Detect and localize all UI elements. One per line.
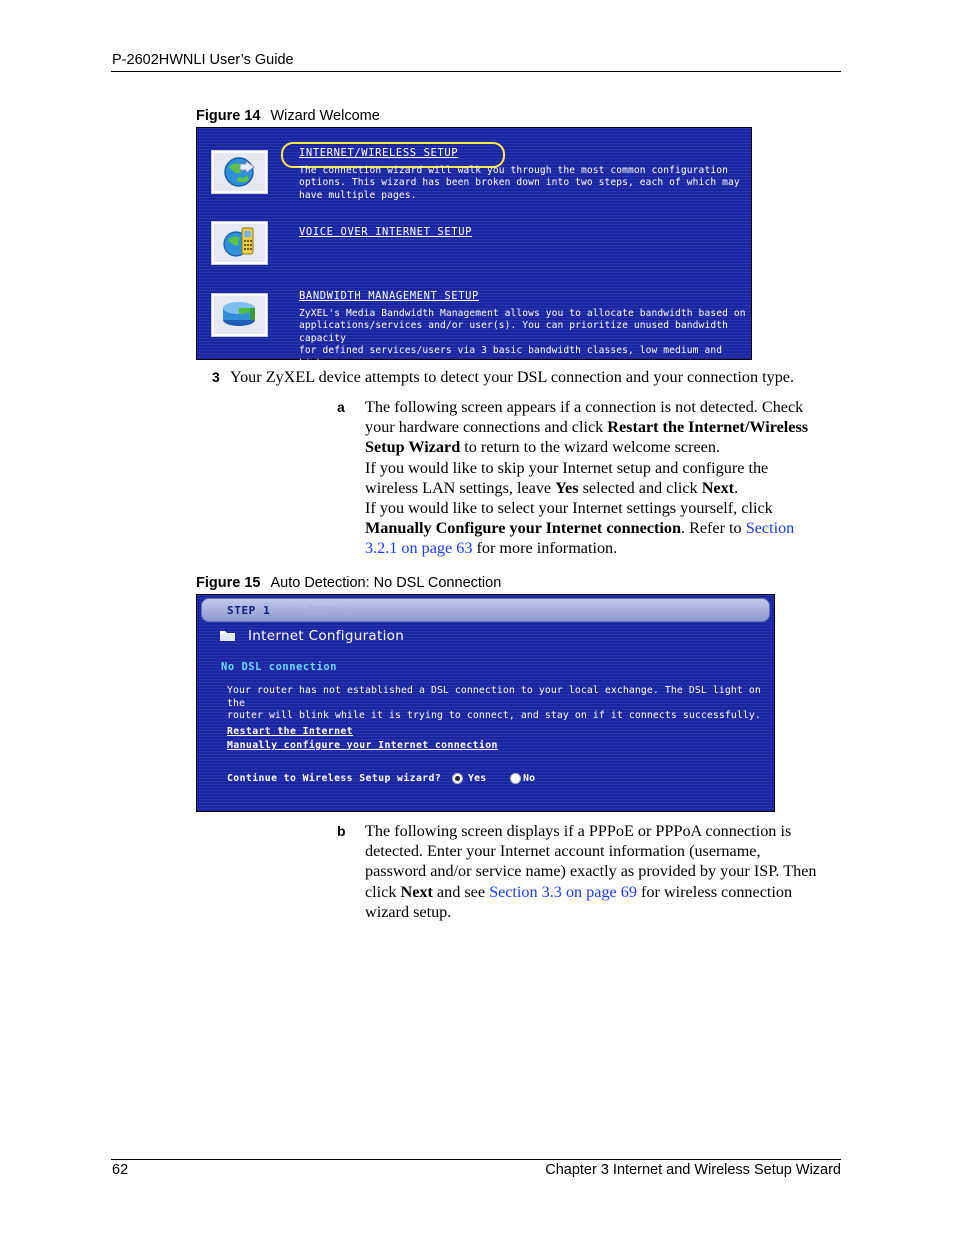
internet-wireless-desc: The connection wizard will walk you through the most common configuration options. This wizard has been broken down into two steps, each of which may have multiple pages. <box>299 165 740 201</box>
yes-radio[interactable] <box>452 773 463 784</box>
substep-b-letter: b <box>337 823 346 839</box>
bandwidth-management-setup-link[interactable]: BANDWIDTH MANAGEMENT SETUP <box>299 290 479 302</box>
internet-wireless-icon[interactable] <box>211 150 268 194</box>
yes-label[interactable]: Yes <box>468 773 487 784</box>
folder-icon <box>219 628 236 647</box>
step-1-tab[interactable]: STEP 1 <box>227 604 271 617</box>
no-label[interactable]: No <box>523 773 536 784</box>
substep-b-text: The following screen displays if a PPPoE or PPPoA connection is detected. Enter your Internet account information (username, password and/or service name) exactly as provided by your ISP. Then click Next and see Section 3.3 on page 69 for wireless connection wizard setup. <box>365 822 817 921</box>
bandwidth-management-icon[interactable] <box>211 293 268 337</box>
figure-15-caption <box>196 575 501 591</box>
manually-configure-link[interactable]: Manually configure your Internet connection <box>227 740 498 751</box>
footer-rule <box>111 1159 841 1160</box>
step-bar <box>201 598 770 622</box>
step-3-text: Your ZyXEL device attempts to detect your DSL connection and your connection type. <box>230 368 795 386</box>
bandwidth-management-desc: ZyXEL's Media Bandwidth Management allows you to allocate bandwidth based on applications/services and/or user(s). You can prioritize unused bandwidth capacity for defined services/users via 3 basic bandwidth classes, low medium and high. <box>299 308 746 369</box>
substep-a-text: The following screen appears if a connection is not detected. Check your hardware connections and click Restart the Internet/Wireless Setup Wizard to return to the wizard welcome screen. If you would like to skip your Internet setup and configure the wireless LAN settings, leave Yes selected and click Next. If you would like to select your Internet settings yourself, click Manually Configure your Internet connection. Refer to Section 3.2.1 on page 63 for more information. <box>365 398 809 558</box>
figure-15-title: Auto Detection: No DSL Connection <box>270 575 502 591</box>
section-3-2-1-link-cont[interactable]: 3.2.1 on page 63 <box>365 539 473 558</box>
substep-a-letter: a <box>337 399 345 415</box>
running-head: P-2602HWNLI User’s Guide <box>112 52 294 68</box>
wizard-welcome-screen <box>196 127 752 369</box>
restart-internet-link[interactable]: Restart the Internet <box>227 726 353 737</box>
no-radio[interactable] <box>510 773 521 784</box>
no-dsl-connection-screen <box>196 594 775 812</box>
section-3-2-1-link[interactable]: Section <box>745 519 795 538</box>
no-dsl-message: Your router has not established a DSL connection to your local exchange. The DSL light on the router will blink while it is trying to connect, and stay on if it connects successfully. <box>227 685 761 722</box>
figure-14-caption <box>196 108 380 124</box>
figure-15-label: Figure 15 <box>196 575 261 591</box>
page-number: 62 <box>112 1162 129 1178</box>
figure-14-label: Figure 14 <box>196 108 261 124</box>
no-dsl-subheading: No DSL connection <box>221 661 337 673</box>
chevron-right-icon: ▸ <box>288 604 293 614</box>
internet-wireless-setup-link[interactable]: INTERNET/WIRELESS SETUP <box>299 147 459 159</box>
figure-14-title: Wizard Welcome <box>270 108 380 124</box>
voice-over-internet-setup-link[interactable]: VOICE OVER INTERNET SETUP <box>299 226 473 238</box>
section-3-3-link[interactable]: Section 3.3 on page 69 <box>489 882 637 901</box>
voip-icon[interactable] <box>211 221 268 265</box>
continue-wireless-question: Continue to Wireless Setup wizard? <box>227 773 442 784</box>
step-2-tab[interactable]: STEP 2 <box>308 604 352 617</box>
header-rule <box>111 71 841 72</box>
internet-configuration-heading: Internet Configuration <box>248 628 405 644</box>
chapter-title: Chapter 3 Internet and Wireless Setup Wizard <box>545 1162 841 1178</box>
step-number: 3 <box>212 369 220 385</box>
